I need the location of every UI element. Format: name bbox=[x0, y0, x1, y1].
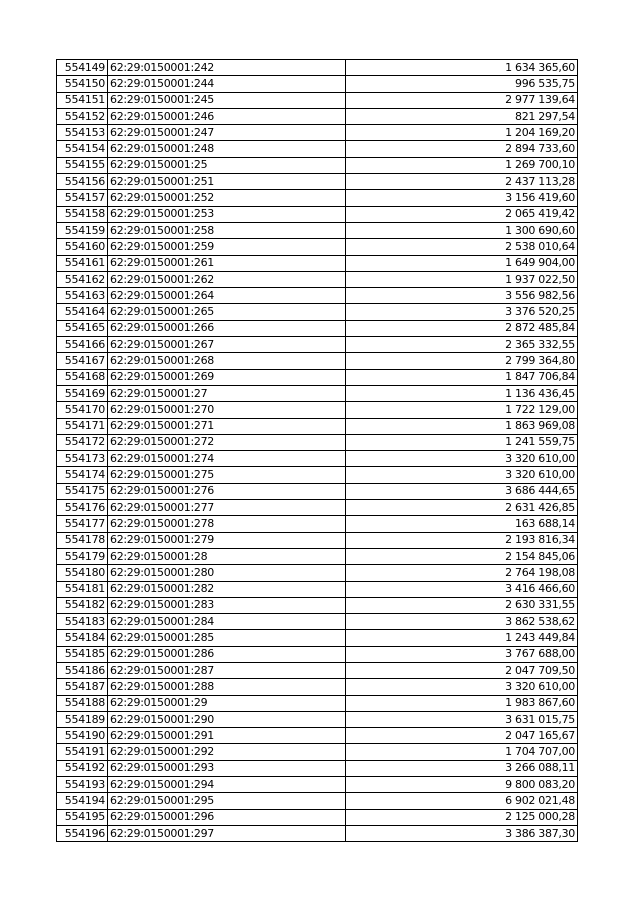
row-id-cell: 554184 bbox=[57, 630, 108, 646]
cadastral-value-cell: 6 902 021,48 bbox=[346, 793, 578, 809]
table-row bbox=[57, 646, 578, 662]
table-row bbox=[57, 516, 578, 532]
cadastral-value-cell: 2 193 816,34 bbox=[346, 532, 578, 548]
cadastral-value-cell: 1 649 904,00 bbox=[346, 255, 578, 271]
row-id-cell: 554157 bbox=[57, 190, 108, 206]
cadastral-number-cell: 62:29:0150001:259 bbox=[108, 239, 346, 255]
table-row bbox=[57, 597, 578, 613]
table-row bbox=[57, 434, 578, 450]
cadastral-value-cell: 2 365 332,55 bbox=[346, 337, 578, 353]
row-id-cell: 554174 bbox=[57, 467, 108, 483]
cadastral-number-cell: 62:29:0150001:268 bbox=[108, 353, 346, 369]
table-row bbox=[57, 809, 578, 825]
row-id-cell: 554187 bbox=[57, 679, 108, 695]
cadastral-number-cell: 62:29:0150001:274 bbox=[108, 451, 346, 467]
cadastral-value-cell: 2 047 709,50 bbox=[346, 662, 578, 678]
cadastral-number-cell: 62:29:0150001:269 bbox=[108, 369, 346, 385]
table-row bbox=[57, 532, 578, 548]
table-row bbox=[57, 451, 578, 467]
cadastral-value-cell: 3 416 466,60 bbox=[346, 581, 578, 597]
row-id-cell: 554183 bbox=[57, 614, 108, 630]
row-id-cell: 554189 bbox=[57, 711, 108, 727]
cadastral-number-cell: 62:29:0150001:242 bbox=[108, 60, 346, 76]
cadastral-number-cell: 62:29:0150001:244 bbox=[108, 76, 346, 92]
row-id-cell: 554185 bbox=[57, 646, 108, 662]
cadastral-value-cell: 2 764 198,08 bbox=[346, 565, 578, 581]
cadastral-number-cell: 62:29:0150001:28 bbox=[108, 548, 346, 564]
cadastral-value-cell: 2 894 733,60 bbox=[346, 141, 578, 157]
cadastral-value-cell: 2 047 165,67 bbox=[346, 728, 578, 744]
table-row bbox=[57, 793, 578, 809]
cadastral-number-cell: 62:29:0150001:296 bbox=[108, 809, 346, 825]
row-id-cell: 554181 bbox=[57, 581, 108, 597]
table-row bbox=[57, 662, 578, 678]
row-id-cell: 554162 bbox=[57, 271, 108, 287]
cadastral-number-cell: 62:29:0150001:248 bbox=[108, 141, 346, 157]
table-row bbox=[57, 320, 578, 336]
cadastral-number-cell: 62:29:0150001:266 bbox=[108, 320, 346, 336]
table-row bbox=[57, 337, 578, 353]
row-id-cell: 554180 bbox=[57, 565, 108, 581]
cadastral-number-cell: 62:29:0150001:27 bbox=[108, 385, 346, 401]
table-row bbox=[57, 125, 578, 141]
table-row bbox=[57, 418, 578, 434]
table-row bbox=[57, 157, 578, 173]
row-id-cell: 554191 bbox=[57, 744, 108, 760]
cadastral-number-cell: 62:29:0150001:290 bbox=[108, 711, 346, 727]
row-id-cell: 554156 bbox=[57, 174, 108, 190]
cadastral-number-cell: 62:29:0150001:258 bbox=[108, 222, 346, 238]
cadastral-number-cell: 62:29:0150001:265 bbox=[108, 304, 346, 320]
table-row bbox=[57, 92, 578, 108]
table-body bbox=[57, 60, 578, 842]
table-row bbox=[57, 630, 578, 646]
cadastral-number-cell: 62:29:0150001:277 bbox=[108, 500, 346, 516]
cadastral-value-cell: 2 154 845,06 bbox=[346, 548, 578, 564]
cadastral-number-cell: 62:29:0150001:267 bbox=[108, 337, 346, 353]
cadastral-value-cell: 9 800 083,20 bbox=[346, 777, 578, 793]
cadastral-value-cell: 821 297,54 bbox=[346, 108, 578, 124]
row-id-cell: 554176 bbox=[57, 500, 108, 516]
cadastral-number-cell: 62:29:0150001:292 bbox=[108, 744, 346, 760]
cadastral-number-cell: 62:29:0150001:246 bbox=[108, 108, 346, 124]
table-row bbox=[57, 174, 578, 190]
table-row bbox=[57, 581, 578, 597]
cadastral-value-cell: 1 704 707,00 bbox=[346, 744, 578, 760]
row-id-cell: 554173 bbox=[57, 451, 108, 467]
cadastral-number-cell: 62:29:0150001:276 bbox=[108, 483, 346, 499]
table-row bbox=[57, 222, 578, 238]
table-row bbox=[57, 744, 578, 760]
row-id-cell: 554193 bbox=[57, 777, 108, 793]
row-id-cell: 554164 bbox=[57, 304, 108, 320]
document-page bbox=[56, 59, 577, 842]
table-row bbox=[57, 353, 578, 369]
row-id-cell: 554150 bbox=[57, 76, 108, 92]
cadastral-number-cell: 62:29:0150001:286 bbox=[108, 646, 346, 662]
row-id-cell: 554154 bbox=[57, 141, 108, 157]
row-id-cell: 554153 bbox=[57, 125, 108, 141]
cadastral-number-cell: 62:29:0150001:280 bbox=[108, 565, 346, 581]
row-id-cell: 554168 bbox=[57, 369, 108, 385]
cadastral-value-cell: 1 136 436,45 bbox=[346, 385, 578, 401]
cadastral-number-cell: 62:29:0150001:247 bbox=[108, 125, 346, 141]
row-id-cell: 554175 bbox=[57, 483, 108, 499]
cadastral-value-cell: 2 799 364,80 bbox=[346, 353, 578, 369]
cadastral-value-cell: 1 863 969,08 bbox=[346, 418, 578, 434]
cadastral-number-cell: 62:29:0150001:278 bbox=[108, 516, 346, 532]
table-row bbox=[57, 369, 578, 385]
row-id-cell: 554195 bbox=[57, 809, 108, 825]
row-id-cell: 554151 bbox=[57, 92, 108, 108]
cadastral-number-cell: 62:29:0150001:29 bbox=[108, 695, 346, 711]
row-id-cell: 554182 bbox=[57, 597, 108, 613]
row-id-cell: 554159 bbox=[57, 222, 108, 238]
cadastral-value-cell: 3 631 015,75 bbox=[346, 711, 578, 727]
table-row bbox=[57, 304, 578, 320]
table-row bbox=[57, 60, 578, 76]
cadastral-value-cell: 3 862 538,62 bbox=[346, 614, 578, 630]
table-row bbox=[57, 271, 578, 287]
cadastral-number-cell: 62:29:0150001:271 bbox=[108, 418, 346, 434]
cadastral-number-cell: 62:29:0150001:272 bbox=[108, 434, 346, 450]
cadastral-number-cell: 62:29:0150001:270 bbox=[108, 402, 346, 418]
cadastral-number-cell: 62:29:0150001:291 bbox=[108, 728, 346, 744]
table-row bbox=[57, 679, 578, 695]
row-id-cell: 554177 bbox=[57, 516, 108, 532]
row-id-cell: 554190 bbox=[57, 728, 108, 744]
table-row bbox=[57, 777, 578, 793]
row-id-cell: 554152 bbox=[57, 108, 108, 124]
cadastral-value-cell: 2 125 000,28 bbox=[346, 809, 578, 825]
cadastral-number-cell: 62:29:0150001:282 bbox=[108, 581, 346, 597]
cadastral-value-cell: 3 386 387,30 bbox=[346, 825, 578, 841]
table-row bbox=[57, 467, 578, 483]
row-id-cell: 554188 bbox=[57, 695, 108, 711]
cadastral-value-cell: 1 241 559,75 bbox=[346, 434, 578, 450]
cadastral-value-cell: 3 320 610,00 bbox=[346, 451, 578, 467]
cadastral-value-cell: 1 300 690,60 bbox=[346, 222, 578, 238]
cadastral-value-cell: 3 556 982,56 bbox=[346, 288, 578, 304]
table-row bbox=[57, 108, 578, 124]
row-id-cell: 554179 bbox=[57, 548, 108, 564]
table-row bbox=[57, 190, 578, 206]
table-row bbox=[57, 141, 578, 157]
cadastral-number-cell: 62:29:0150001:293 bbox=[108, 760, 346, 776]
cadastral-number-cell: 62:29:0150001:295 bbox=[108, 793, 346, 809]
cadastral-value-cell: 1 204 169,20 bbox=[346, 125, 578, 141]
cadastral-number-cell: 62:29:0150001:252 bbox=[108, 190, 346, 206]
cadastral-value-cell: 3 376 520,25 bbox=[346, 304, 578, 320]
cadastral-value-cell: 1 243 449,84 bbox=[346, 630, 578, 646]
cadastral-value-cell: 2 977 139,64 bbox=[346, 92, 578, 108]
cadastral-number-cell: 62:29:0150001:297 bbox=[108, 825, 346, 841]
row-id-cell: 554170 bbox=[57, 402, 108, 418]
table-row bbox=[57, 711, 578, 727]
table-row bbox=[57, 500, 578, 516]
cadastral-value-cell: 2 630 331,55 bbox=[346, 597, 578, 613]
cadastral-value-cell: 2 872 485,84 bbox=[346, 320, 578, 336]
table-row bbox=[57, 695, 578, 711]
row-id-cell: 554194 bbox=[57, 793, 108, 809]
table-row bbox=[57, 206, 578, 222]
cadastral-value-cell: 1 937 022,50 bbox=[346, 271, 578, 287]
table-row bbox=[57, 402, 578, 418]
row-id-cell: 554178 bbox=[57, 532, 108, 548]
row-id-cell: 554186 bbox=[57, 662, 108, 678]
row-id-cell: 554167 bbox=[57, 353, 108, 369]
cadastral-value-cell: 1 269 700,10 bbox=[346, 157, 578, 173]
row-id-cell: 554158 bbox=[57, 206, 108, 222]
row-id-cell: 554155 bbox=[57, 157, 108, 173]
cadastral-number-cell: 62:29:0150001:288 bbox=[108, 679, 346, 695]
row-id-cell: 554161 bbox=[57, 255, 108, 271]
cadastral-number-cell: 62:29:0150001:284 bbox=[108, 614, 346, 630]
row-id-cell: 554172 bbox=[57, 434, 108, 450]
table-row bbox=[57, 565, 578, 581]
cadastral-value-cell: 3 320 610,00 bbox=[346, 467, 578, 483]
cadastral-value-cell: 3 686 444,65 bbox=[346, 483, 578, 499]
cadastral-number-cell: 62:29:0150001:287 bbox=[108, 662, 346, 678]
cadastral-value-cell: 1 722 129,00 bbox=[346, 402, 578, 418]
row-id-cell: 554196 bbox=[57, 825, 108, 841]
row-id-cell: 554149 bbox=[57, 60, 108, 76]
cadastral-number-cell: 62:29:0150001:261 bbox=[108, 255, 346, 271]
table-row bbox=[57, 760, 578, 776]
cadastral-number-cell: 62:29:0150001:245 bbox=[108, 92, 346, 108]
table-row bbox=[57, 76, 578, 92]
row-id-cell: 554169 bbox=[57, 385, 108, 401]
cadastral-number-cell: 62:29:0150001:251 bbox=[108, 174, 346, 190]
table-row bbox=[57, 825, 578, 841]
cadastral-value-cell: 3 156 419,60 bbox=[346, 190, 578, 206]
cadastral-number-cell: 62:29:0150001:253 bbox=[108, 206, 346, 222]
table-row bbox=[57, 255, 578, 271]
table-row bbox=[57, 239, 578, 255]
cadastral-value-cell: 1 847 706,84 bbox=[346, 369, 578, 385]
cadastral-value-cell: 2 538 010,64 bbox=[346, 239, 578, 255]
table-row bbox=[57, 483, 578, 499]
row-id-cell: 554165 bbox=[57, 320, 108, 336]
cadastral-number-cell: 62:29:0150001:294 bbox=[108, 777, 346, 793]
cadastral-value-cell: 2 631 426,85 bbox=[346, 500, 578, 516]
table-row bbox=[57, 728, 578, 744]
cadastral-number-cell: 62:29:0150001:285 bbox=[108, 630, 346, 646]
cadastral-value-cell: 1 983 867,60 bbox=[346, 695, 578, 711]
cadastral-value-cell: 3 767 688,00 bbox=[346, 646, 578, 662]
row-id-cell: 554192 bbox=[57, 760, 108, 776]
row-id-cell: 554163 bbox=[57, 288, 108, 304]
cadastral-value-cell: 163 688,14 bbox=[346, 516, 578, 532]
cadastral-value-cell: 996 535,75 bbox=[346, 76, 578, 92]
cadastral-value-cell: 2 065 419,42 bbox=[346, 206, 578, 222]
cadastral-value-cell: 3 320 610,00 bbox=[346, 679, 578, 695]
cadastral-value-cell: 1 634 365,60 bbox=[346, 60, 578, 76]
cadastral-value-table bbox=[56, 59, 578, 842]
cadastral-number-cell: 62:29:0150001:275 bbox=[108, 467, 346, 483]
table-row bbox=[57, 385, 578, 401]
table-row bbox=[57, 288, 578, 304]
row-id-cell: 554171 bbox=[57, 418, 108, 434]
cadastral-number-cell: 62:29:0150001:264 bbox=[108, 288, 346, 304]
table-row bbox=[57, 548, 578, 564]
cadastral-number-cell: 62:29:0150001:25 bbox=[108, 157, 346, 173]
row-id-cell: 554166 bbox=[57, 337, 108, 353]
cadastral-number-cell: 62:29:0150001:262 bbox=[108, 271, 346, 287]
cadastral-value-cell: 2 437 113,28 bbox=[346, 174, 578, 190]
cadastral-number-cell: 62:29:0150001:283 bbox=[108, 597, 346, 613]
cadastral-value-cell: 3 266 088,11 bbox=[346, 760, 578, 776]
row-id-cell: 554160 bbox=[57, 239, 108, 255]
cadastral-number-cell: 62:29:0150001:279 bbox=[108, 532, 346, 548]
table-row bbox=[57, 614, 578, 630]
